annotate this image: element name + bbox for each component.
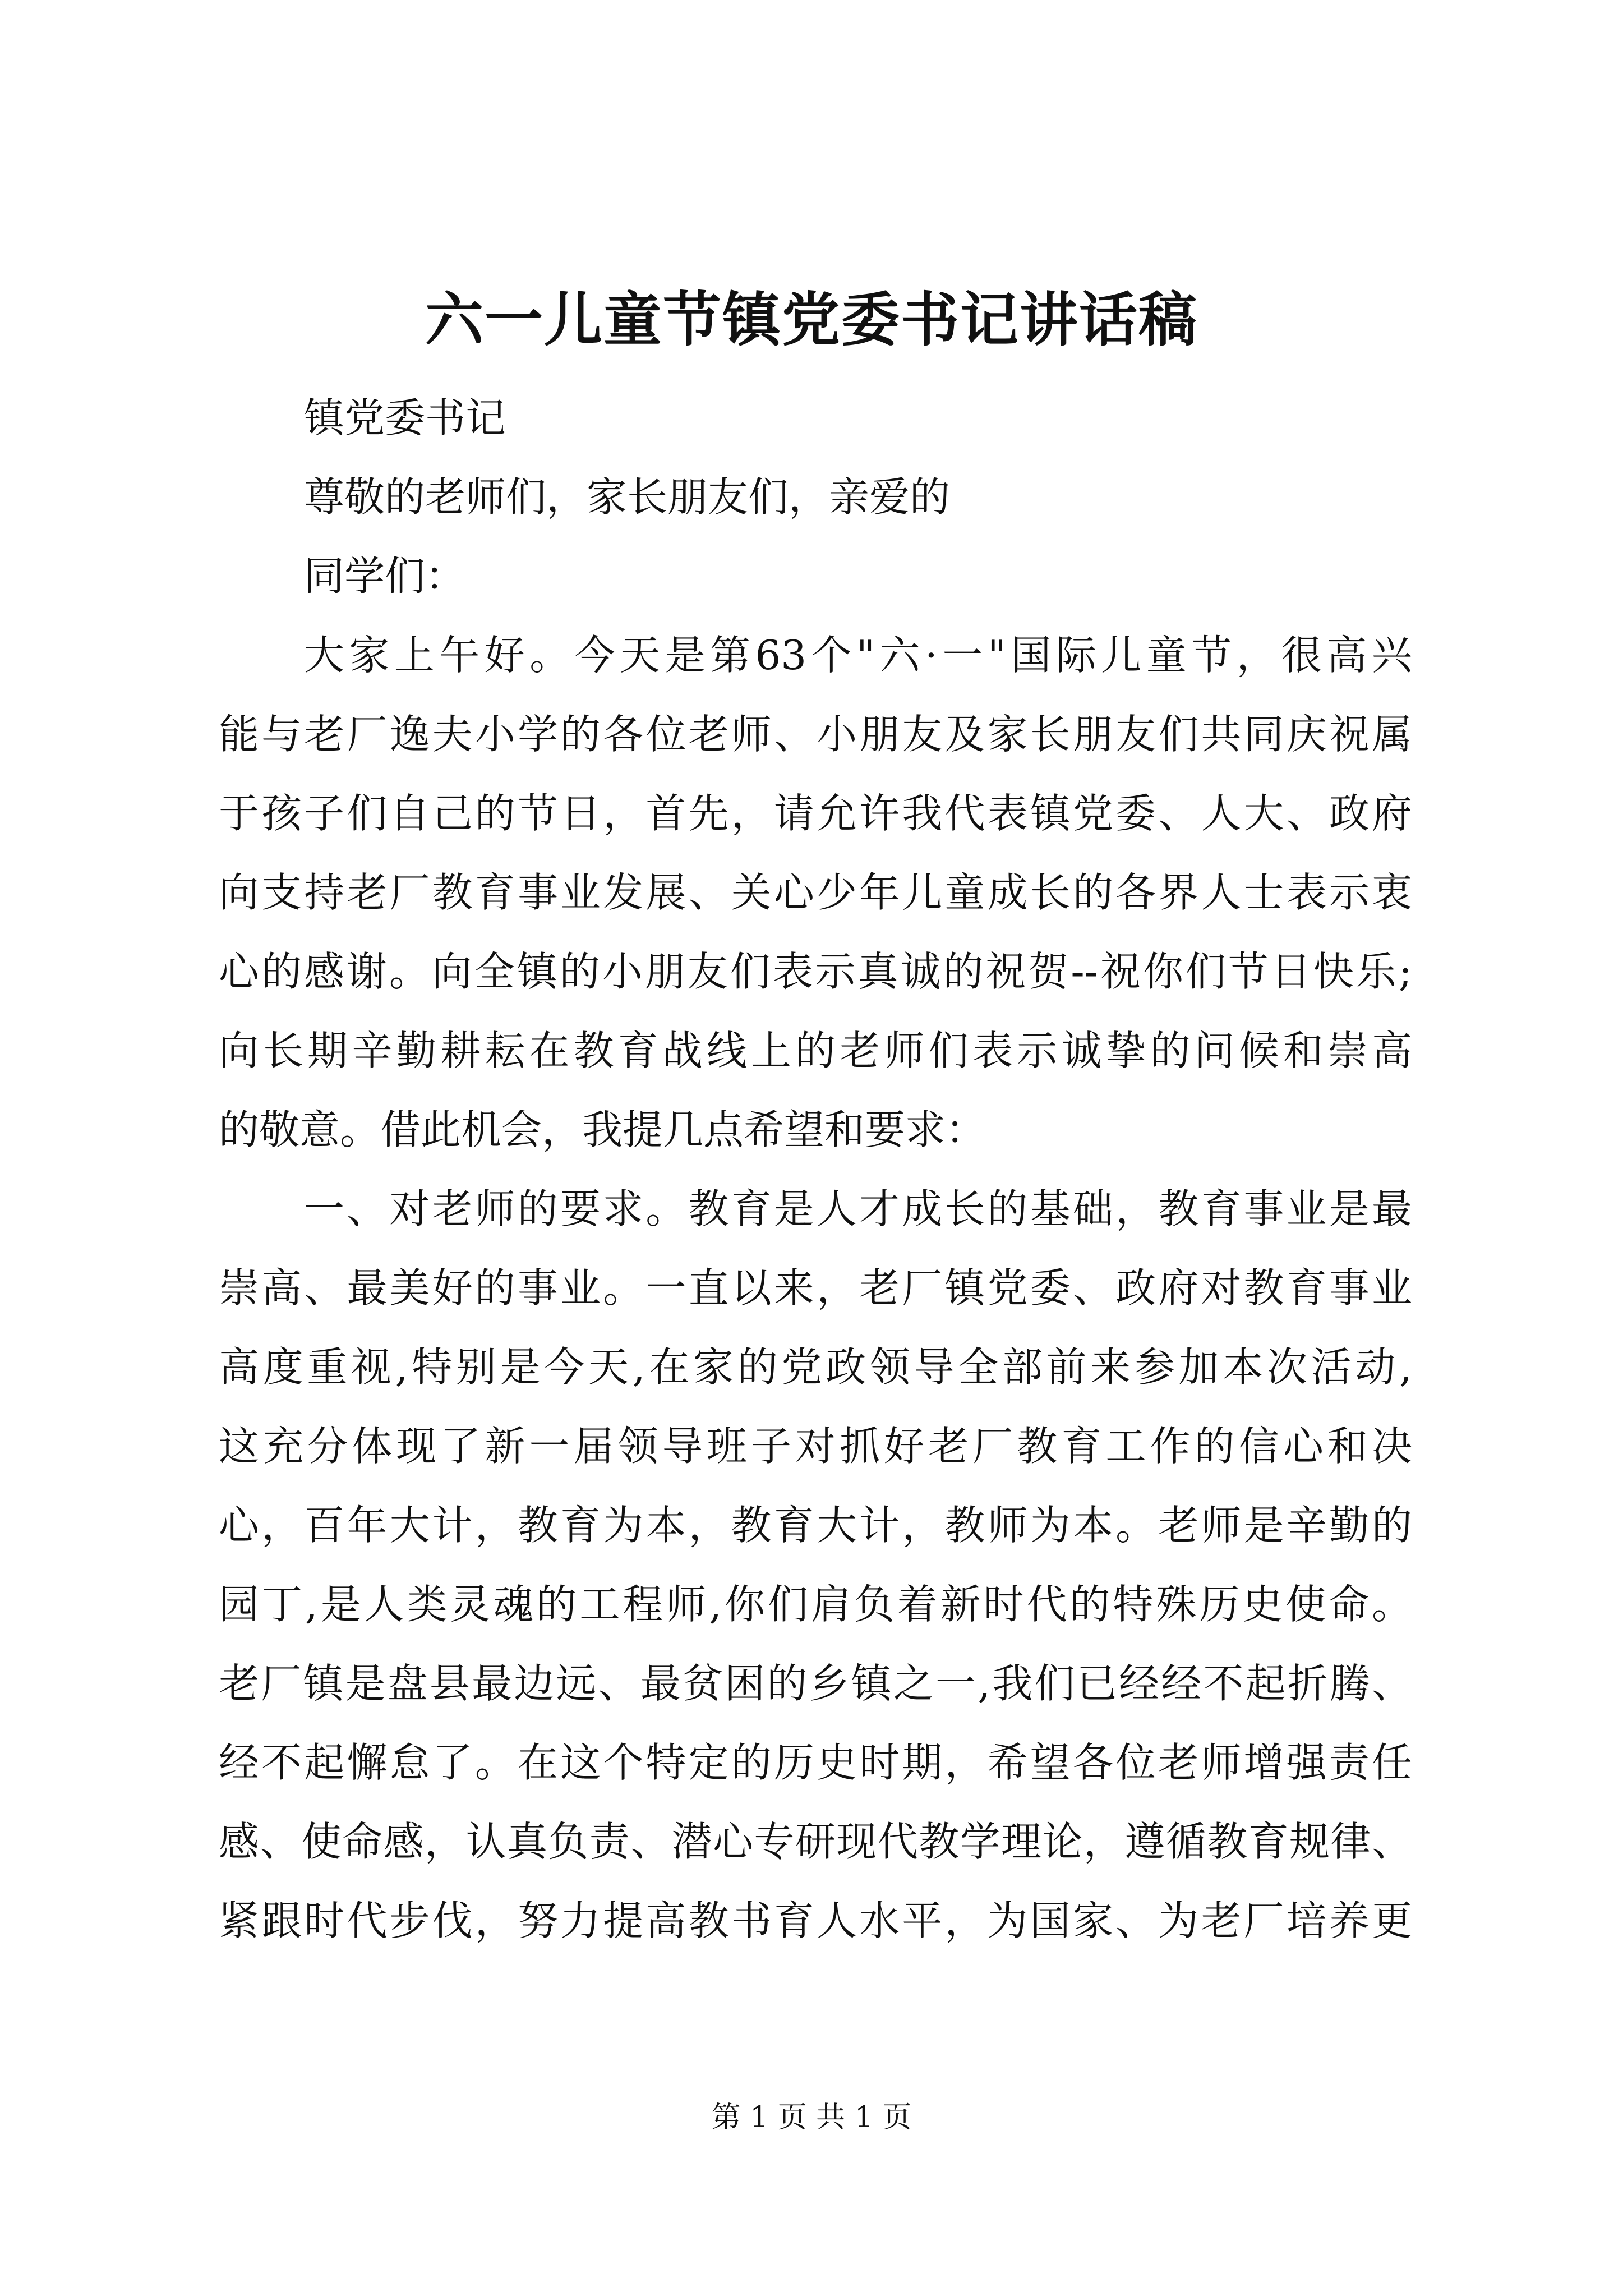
body-line: 一、对老师的要求。教育是人才成长的基础，教育事业是最: [304, 1185, 1412, 1232]
body-line: 向支持老厂教育事业发展、关心少年儿童成长的各界人士表示衷: [219, 869, 1412, 916]
body-line: 这充分体现了新一届领导班子对抓好老厂教育工作的信心和决: [219, 1423, 1412, 1470]
body-line: 老厂镇是盘县最边远、最贫困的乡镇之一,我们已经经不起折腾、: [219, 1660, 1412, 1707]
body-line: 大家上午好。今天是第63个"六·一"国际儿童节，很高兴: [304, 632, 1412, 679]
body-line: 尊敬的老师们，家长朋友们，亲爱的: [304, 473, 951, 521]
document-body: [219, 379, 1412, 1961]
body-line: 紧跟时代步伐，努力提高教书育人水平，为国家、为老厂培养更: [219, 1897, 1412, 1944]
body-line: 园丁,是人类灵魂的工程师,你们肩负着新时代的特殊历史使命。: [219, 1581, 1412, 1628]
document-title: 六一儿童节镇党委书记讲话稿: [425, 285, 1198, 354]
body-line: 于孩子们自己的节日，首先，请允许我代表镇党委、人大、政府: [219, 790, 1412, 837]
body-line: 同学们：: [304, 553, 466, 600]
body-line: 能与老厂逸夫小学的各位老师、小朋友及家长朋友们共同庆祝属: [219, 711, 1412, 758]
body-line: 经不起懈怠了。在这个特定的历史时期，希望各位老师增强责任: [219, 1739, 1412, 1786]
body-line: 感、使命感，认真负责、潜心专研现代教学理论，遵循教育规律、: [219, 1818, 1412, 1865]
body-line: 崇高、最美好的事业。一直以来，老厂镇党委、政府对教育事业: [219, 1264, 1412, 1312]
body-line: 高度重视,特别是今天,在家的党政领导全部前来参加本次活动,: [219, 1343, 1412, 1391]
body-line: 的敬意。借此机会，我提几点希望和要求：: [219, 1106, 986, 1153]
body-line: 镇党委书记: [304, 394, 506, 441]
body-line: 向长期辛勤耕耘在教育战线上的老师们表示诚挚的问候和崇高: [219, 1027, 1412, 1074]
body-line: 心，百年大计，教育为本，教育大计，教师为本。老师是辛勤的: [219, 1502, 1412, 1549]
body-line: 心的感谢。向全镇的小朋友们表示真诚的祝贺--祝你们节日快乐;: [219, 948, 1412, 995]
page-footer: 第 1 页 共 1 页: [711, 2101, 912, 2134]
